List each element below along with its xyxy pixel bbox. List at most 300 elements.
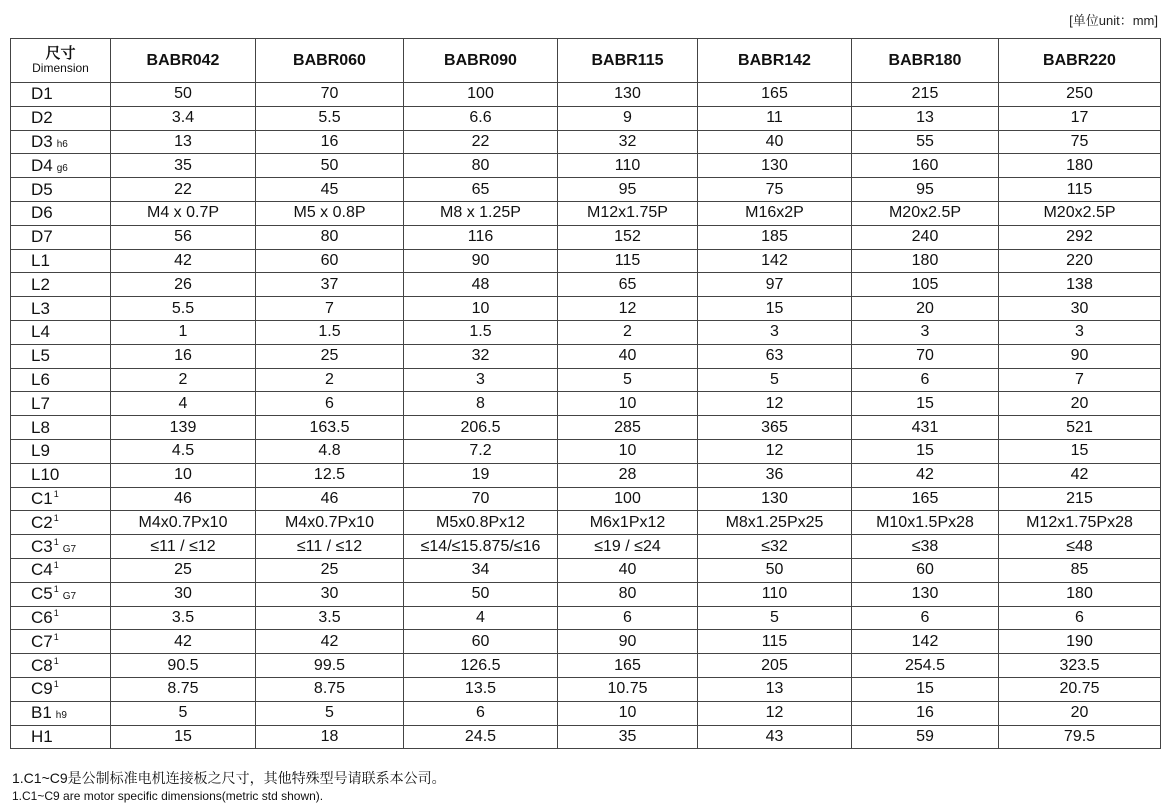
- dimension-code: B1: [31, 703, 52, 723]
- table-row: [11, 463, 1161, 487]
- table-row: [11, 225, 1161, 249]
- dimension-label: [11, 606, 111, 630]
- table-row: [11, 83, 1161, 107]
- table-row: [11, 130, 1161, 154]
- value-cell: M4x0.7Px10: [111, 511, 256, 535]
- dimension-code: L6: [31, 369, 50, 389]
- dimension-code: C2: [31, 512, 53, 532]
- value-cell: 97: [698, 273, 852, 297]
- dimension-label: [11, 130, 111, 154]
- value-cell: 16: [852, 701, 999, 725]
- value-cell: 3: [999, 320, 1161, 344]
- value-cell: 16: [111, 344, 256, 368]
- value-cell: 2: [558, 320, 698, 344]
- dimension-code: D4: [31, 155, 53, 175]
- table-row: [11, 511, 1161, 535]
- value-cell: 90.5: [111, 654, 256, 678]
- dimension-label: [11, 677, 111, 701]
- value-cell: 7: [999, 368, 1161, 392]
- value-cell: 10: [404, 297, 558, 321]
- value-cell: 126.5: [404, 654, 558, 678]
- table-row: [11, 725, 1161, 749]
- model-header: BABR180: [852, 39, 999, 83]
- value-cell: 285: [558, 416, 698, 440]
- value-cell: 7.2: [404, 439, 558, 463]
- value-cell: 59: [852, 725, 999, 749]
- value-cell: 60: [852, 558, 999, 582]
- value-cell: ≤48: [999, 535, 1161, 559]
- dimension-code: C3: [31, 536, 53, 556]
- tolerance-class: h9: [55, 710, 67, 722]
- model-header: BABR142: [698, 39, 852, 83]
- table-row: [11, 344, 1161, 368]
- value-cell: 32: [404, 344, 558, 368]
- dimension-label: [11, 725, 111, 749]
- dimension-code: C8: [31, 655, 53, 675]
- value-cell: 3: [698, 320, 852, 344]
- value-cell: 365: [698, 416, 852, 440]
- value-cell: 15: [852, 439, 999, 463]
- dimension-label: [11, 344, 111, 368]
- table-row: [11, 154, 1161, 178]
- table-body: [11, 83, 1161, 749]
- dimension-code: C9: [31, 679, 53, 699]
- footnote-marker: 1: [53, 560, 59, 571]
- value-cell: 40: [558, 344, 698, 368]
- value-cell: 5.5: [111, 297, 256, 321]
- table-row: [11, 677, 1161, 701]
- value-cell: 25: [256, 558, 404, 582]
- value-cell: 254.5: [852, 654, 999, 678]
- table-row: [11, 201, 1161, 225]
- dimension-code: H1: [31, 726, 53, 746]
- table-row: [11, 249, 1161, 273]
- value-cell: 3: [852, 320, 999, 344]
- dimension-code: L1: [31, 250, 50, 270]
- value-cell: 70: [852, 344, 999, 368]
- value-cell: M10x1.5Px28: [852, 511, 999, 535]
- value-cell: 37: [256, 273, 404, 297]
- value-cell: 46: [111, 487, 256, 511]
- value-cell: 90: [558, 630, 698, 654]
- value-cell: 130: [698, 487, 852, 511]
- value-cell: 90: [999, 344, 1161, 368]
- value-cell: 50: [404, 582, 558, 606]
- value-cell: 3.5: [111, 606, 256, 630]
- value-cell: 50: [111, 83, 256, 107]
- value-cell: 139: [111, 416, 256, 440]
- value-cell: 3.5: [256, 606, 404, 630]
- table-row: [11, 654, 1161, 678]
- dimension-header-cn: 尺寸: [45, 45, 76, 63]
- value-cell: ≤19 / ≤24: [558, 535, 698, 559]
- value-cell: 4: [404, 606, 558, 630]
- value-cell: 63: [698, 344, 852, 368]
- value-cell: 42: [111, 630, 256, 654]
- dimension-column-header: [11, 39, 111, 83]
- value-cell: 115: [558, 249, 698, 273]
- value-cell: 100: [404, 83, 558, 107]
- value-cell: 80: [404, 154, 558, 178]
- value-cell: 115: [999, 178, 1161, 202]
- value-cell: 46: [256, 487, 404, 511]
- value-cell: 15: [852, 392, 999, 416]
- value-cell: ≤38: [852, 535, 999, 559]
- dimension-label: [11, 439, 111, 463]
- value-cell: 79.5: [999, 725, 1161, 749]
- dimension-label: [11, 320, 111, 344]
- value-cell: 12.5: [256, 463, 404, 487]
- table-row: [11, 273, 1161, 297]
- value-cell: 60: [404, 630, 558, 654]
- value-cell: 205: [698, 654, 852, 678]
- value-cell: 4.5: [111, 439, 256, 463]
- value-cell: 22: [404, 130, 558, 154]
- value-cell: 220: [999, 249, 1161, 273]
- dimension-label: [11, 201, 111, 225]
- table-row: [11, 535, 1161, 559]
- value-cell: 85: [999, 558, 1161, 582]
- value-cell: 4.8: [256, 439, 404, 463]
- value-cell: 2: [256, 368, 404, 392]
- unit-label: [单位unit：mm]: [1069, 13, 1158, 28]
- value-cell: 12: [558, 297, 698, 321]
- value-cell: 95: [852, 178, 999, 202]
- dimension-code: D7: [31, 227, 53, 247]
- dimension-label: [11, 654, 111, 678]
- value-cell: 20: [999, 392, 1161, 416]
- dimension-label: [11, 487, 111, 511]
- dimension-code: D2: [31, 108, 53, 128]
- value-cell: 10: [111, 463, 256, 487]
- value-cell: M5x0.8Px12: [404, 511, 558, 535]
- value-cell: 60: [256, 249, 404, 273]
- value-cell: 11: [698, 106, 852, 130]
- value-cell: 5: [698, 606, 852, 630]
- value-cell: 1.5: [256, 320, 404, 344]
- value-cell: 95: [558, 178, 698, 202]
- dimension-label: [11, 368, 111, 392]
- value-cell: 3: [404, 368, 558, 392]
- table-row: [11, 392, 1161, 416]
- dimension-label: [11, 225, 111, 249]
- value-cell: 10: [558, 701, 698, 725]
- value-cell: 10: [558, 392, 698, 416]
- value-cell: 6: [404, 701, 558, 725]
- tolerance-class: G7: [62, 543, 77, 555]
- value-cell: M16x2P: [698, 201, 852, 225]
- model-header: BABR115: [558, 39, 698, 83]
- value-cell: 13: [698, 677, 852, 701]
- tolerance-class: h6: [56, 138, 68, 150]
- value-cell: 431: [852, 416, 999, 440]
- value-cell: 13: [852, 106, 999, 130]
- dimension-code: C6: [31, 607, 53, 627]
- table-row: [11, 297, 1161, 321]
- dimension-code: C4: [31, 560, 53, 580]
- value-cell: ≤11 / ≤12: [111, 535, 256, 559]
- value-cell: 5: [256, 701, 404, 725]
- dimension-code: L9: [31, 441, 50, 461]
- value-cell: 206.5: [404, 416, 558, 440]
- value-cell: 20.75: [999, 677, 1161, 701]
- value-cell: 50: [698, 558, 852, 582]
- value-cell: 5: [111, 701, 256, 725]
- value-cell: 55: [852, 130, 999, 154]
- value-cell: 48: [404, 273, 558, 297]
- dimension-label: [11, 701, 111, 725]
- model-header: BABR220: [999, 39, 1161, 83]
- value-cell: 75: [999, 130, 1161, 154]
- value-cell: 40: [698, 130, 852, 154]
- table-row: [11, 606, 1161, 630]
- footnote-marker: 1: [53, 488, 59, 499]
- value-cell: 34: [404, 558, 558, 582]
- value-cell: 130: [698, 154, 852, 178]
- table-row: [11, 368, 1161, 392]
- value-cell: M20x2.5P: [852, 201, 999, 225]
- value-cell: 20: [852, 297, 999, 321]
- value-cell: 323.5: [999, 654, 1161, 678]
- value-cell: ≤14/≤15.875/≤16: [404, 535, 558, 559]
- value-cell: 190: [999, 630, 1161, 654]
- table-row: [11, 439, 1161, 463]
- dimension-code: L3: [31, 298, 50, 318]
- value-cell: 1: [111, 320, 256, 344]
- value-cell: 185: [698, 225, 852, 249]
- table-row: [11, 582, 1161, 606]
- value-cell: 8.75: [111, 677, 256, 701]
- value-cell: 7: [256, 297, 404, 321]
- value-cell: 20: [999, 701, 1161, 725]
- dimension-code: C7: [31, 631, 53, 651]
- value-cell: 56: [111, 225, 256, 249]
- value-cell: 142: [852, 630, 999, 654]
- value-cell: M8 x 1.25P: [404, 201, 558, 225]
- dimension-label: [11, 178, 111, 202]
- tolerance-class: g6: [56, 162, 68, 174]
- value-cell: 35: [111, 154, 256, 178]
- table-row: [11, 701, 1161, 725]
- dimension-label: [11, 511, 111, 535]
- table-row: [11, 558, 1161, 582]
- dimension-code: L4: [31, 322, 50, 342]
- value-cell: 3.4: [111, 106, 256, 130]
- table-row: [11, 178, 1161, 202]
- value-cell: 240: [852, 225, 999, 249]
- dimension-label: [11, 249, 111, 273]
- value-cell: 17: [999, 106, 1161, 130]
- value-cell: 70: [256, 83, 404, 107]
- value-cell: 65: [404, 178, 558, 202]
- value-cell: 152: [558, 225, 698, 249]
- value-cell: 28: [558, 463, 698, 487]
- dimension-header-en: Dimension: [32, 61, 89, 76]
- footnote-marker: 1: [53, 631, 59, 642]
- value-cell: 99.5: [256, 654, 404, 678]
- value-cell: 15: [111, 725, 256, 749]
- footnote-marker: 1: [53, 607, 59, 618]
- value-cell: 105: [852, 273, 999, 297]
- table-row: [11, 416, 1161, 440]
- value-cell: 13: [111, 130, 256, 154]
- value-cell: 6: [256, 392, 404, 416]
- value-cell: 12: [698, 392, 852, 416]
- dimension-label: [11, 630, 111, 654]
- dimension-label: [11, 273, 111, 297]
- value-cell: 65: [558, 273, 698, 297]
- value-cell: 9: [558, 106, 698, 130]
- dimension-label: [11, 106, 111, 130]
- value-cell: 165: [852, 487, 999, 511]
- value-cell: 42: [111, 249, 256, 273]
- dimension-label: [11, 297, 111, 321]
- footnote-marker: 1: [53, 584, 59, 595]
- value-cell: 8: [404, 392, 558, 416]
- value-cell: M6x1Px12: [558, 511, 698, 535]
- dimension-label: [11, 154, 111, 178]
- value-cell: 6: [999, 606, 1161, 630]
- value-cell: 32: [558, 130, 698, 154]
- dimension-label: [11, 83, 111, 107]
- value-cell: M4x0.7Px10: [256, 511, 404, 535]
- value-cell: 24.5: [404, 725, 558, 749]
- value-cell: 25: [256, 344, 404, 368]
- value-cell: 116: [404, 225, 558, 249]
- footnote-marker: 1: [53, 536, 59, 547]
- value-cell: 160: [852, 154, 999, 178]
- value-cell: 42: [256, 630, 404, 654]
- model-header: BABR042: [111, 39, 256, 83]
- value-cell: 75: [698, 178, 852, 202]
- value-cell: 19: [404, 463, 558, 487]
- dimension-code: D6: [31, 203, 53, 223]
- value-cell: 15: [999, 439, 1161, 463]
- value-cell: 50: [256, 154, 404, 178]
- value-cell: 100: [558, 487, 698, 511]
- value-cell: M12x1.75Px28: [999, 511, 1161, 535]
- value-cell: ≤11 / ≤12: [256, 535, 404, 559]
- dimension-code: L2: [31, 274, 50, 294]
- value-cell: 22: [111, 178, 256, 202]
- value-cell: 142: [698, 249, 852, 273]
- value-cell: 43: [698, 725, 852, 749]
- model-header: BABR090: [404, 39, 558, 83]
- dimension-code: D3: [31, 131, 53, 151]
- table-row: [11, 630, 1161, 654]
- value-cell: 163.5: [256, 416, 404, 440]
- value-cell: 8.75: [256, 677, 404, 701]
- value-cell: 26: [111, 273, 256, 297]
- footnote-marker: 1: [53, 679, 59, 690]
- value-cell: 215: [999, 487, 1161, 511]
- value-cell: 42: [999, 463, 1161, 487]
- value-cell: 292: [999, 225, 1161, 249]
- table-row: [11, 106, 1161, 130]
- value-cell: 5: [698, 368, 852, 392]
- value-cell: 6: [558, 606, 698, 630]
- value-cell: 18: [256, 725, 404, 749]
- dimension-code: D5: [31, 179, 53, 199]
- value-cell: ≤32: [698, 535, 852, 559]
- value-cell: 35: [558, 725, 698, 749]
- dimension-label: [11, 392, 111, 416]
- value-cell: M12x1.75P: [558, 201, 698, 225]
- value-cell: 6: [852, 606, 999, 630]
- value-cell: 130: [558, 83, 698, 107]
- dimension-code: C1: [31, 488, 53, 508]
- value-cell: 10.75: [558, 677, 698, 701]
- value-cell: 110: [558, 154, 698, 178]
- dimension-label: [11, 582, 111, 606]
- value-cell: 16: [256, 130, 404, 154]
- dimension-code: L5: [31, 346, 50, 366]
- tolerance-class: G7: [62, 591, 77, 603]
- value-cell: M20x2.5P: [999, 201, 1161, 225]
- value-cell: 30: [111, 582, 256, 606]
- value-cell: 80: [256, 225, 404, 249]
- value-cell: 180: [999, 582, 1161, 606]
- value-cell: 6.6: [404, 106, 558, 130]
- value-cell: 5: [558, 368, 698, 392]
- value-cell: 15: [698, 297, 852, 321]
- value-cell: 138: [999, 273, 1161, 297]
- value-cell: 12: [698, 701, 852, 725]
- value-cell: 10: [558, 439, 698, 463]
- value-cell: 521: [999, 416, 1161, 440]
- dimension-label: [11, 463, 111, 487]
- value-cell: 2: [111, 368, 256, 392]
- value-cell: M4 x 0.7P: [111, 201, 256, 225]
- footnote-en: 1.C1~C9 are motor specific dimensions(metric std shown).: [12, 789, 324, 803]
- dimension-code: C5: [31, 584, 53, 604]
- value-cell: 1.5: [404, 320, 558, 344]
- dimension-label: [11, 535, 111, 559]
- value-cell: 180: [852, 249, 999, 273]
- value-cell: 15: [852, 677, 999, 701]
- value-cell: 80: [558, 582, 698, 606]
- value-cell: 30: [999, 297, 1161, 321]
- dimension-label: [11, 416, 111, 440]
- value-cell: 6: [852, 368, 999, 392]
- value-cell: M8x1.25Px25: [698, 511, 852, 535]
- dimension-table: [10, 38, 1161, 749]
- dimension-code: L8: [31, 417, 50, 437]
- footnotes: [12, 768, 446, 804]
- table-row: [11, 320, 1161, 344]
- value-cell: 36: [698, 463, 852, 487]
- value-cell: M5 x 0.8P: [256, 201, 404, 225]
- value-cell: 12: [698, 439, 852, 463]
- value-cell: 13.5: [404, 677, 558, 701]
- dimension-code: L10: [31, 465, 60, 485]
- dimension-label: [11, 558, 111, 582]
- value-cell: 5.5: [256, 106, 404, 130]
- value-cell: 70: [404, 487, 558, 511]
- value-cell: 30: [256, 582, 404, 606]
- footnote-cn: 1.C1~C9是公制标准电机连接板之尺寸，其他特殊型号请联系本公司。: [12, 770, 446, 786]
- value-cell: 25: [111, 558, 256, 582]
- value-cell: 42: [852, 463, 999, 487]
- value-cell: 250: [999, 83, 1161, 107]
- footnote-marker: 1: [53, 655, 59, 666]
- value-cell: 40: [558, 558, 698, 582]
- value-cell: 180: [999, 154, 1161, 178]
- value-cell: 90: [404, 249, 558, 273]
- value-cell: 165: [558, 654, 698, 678]
- value-cell: 215: [852, 83, 999, 107]
- value-cell: 130: [852, 582, 999, 606]
